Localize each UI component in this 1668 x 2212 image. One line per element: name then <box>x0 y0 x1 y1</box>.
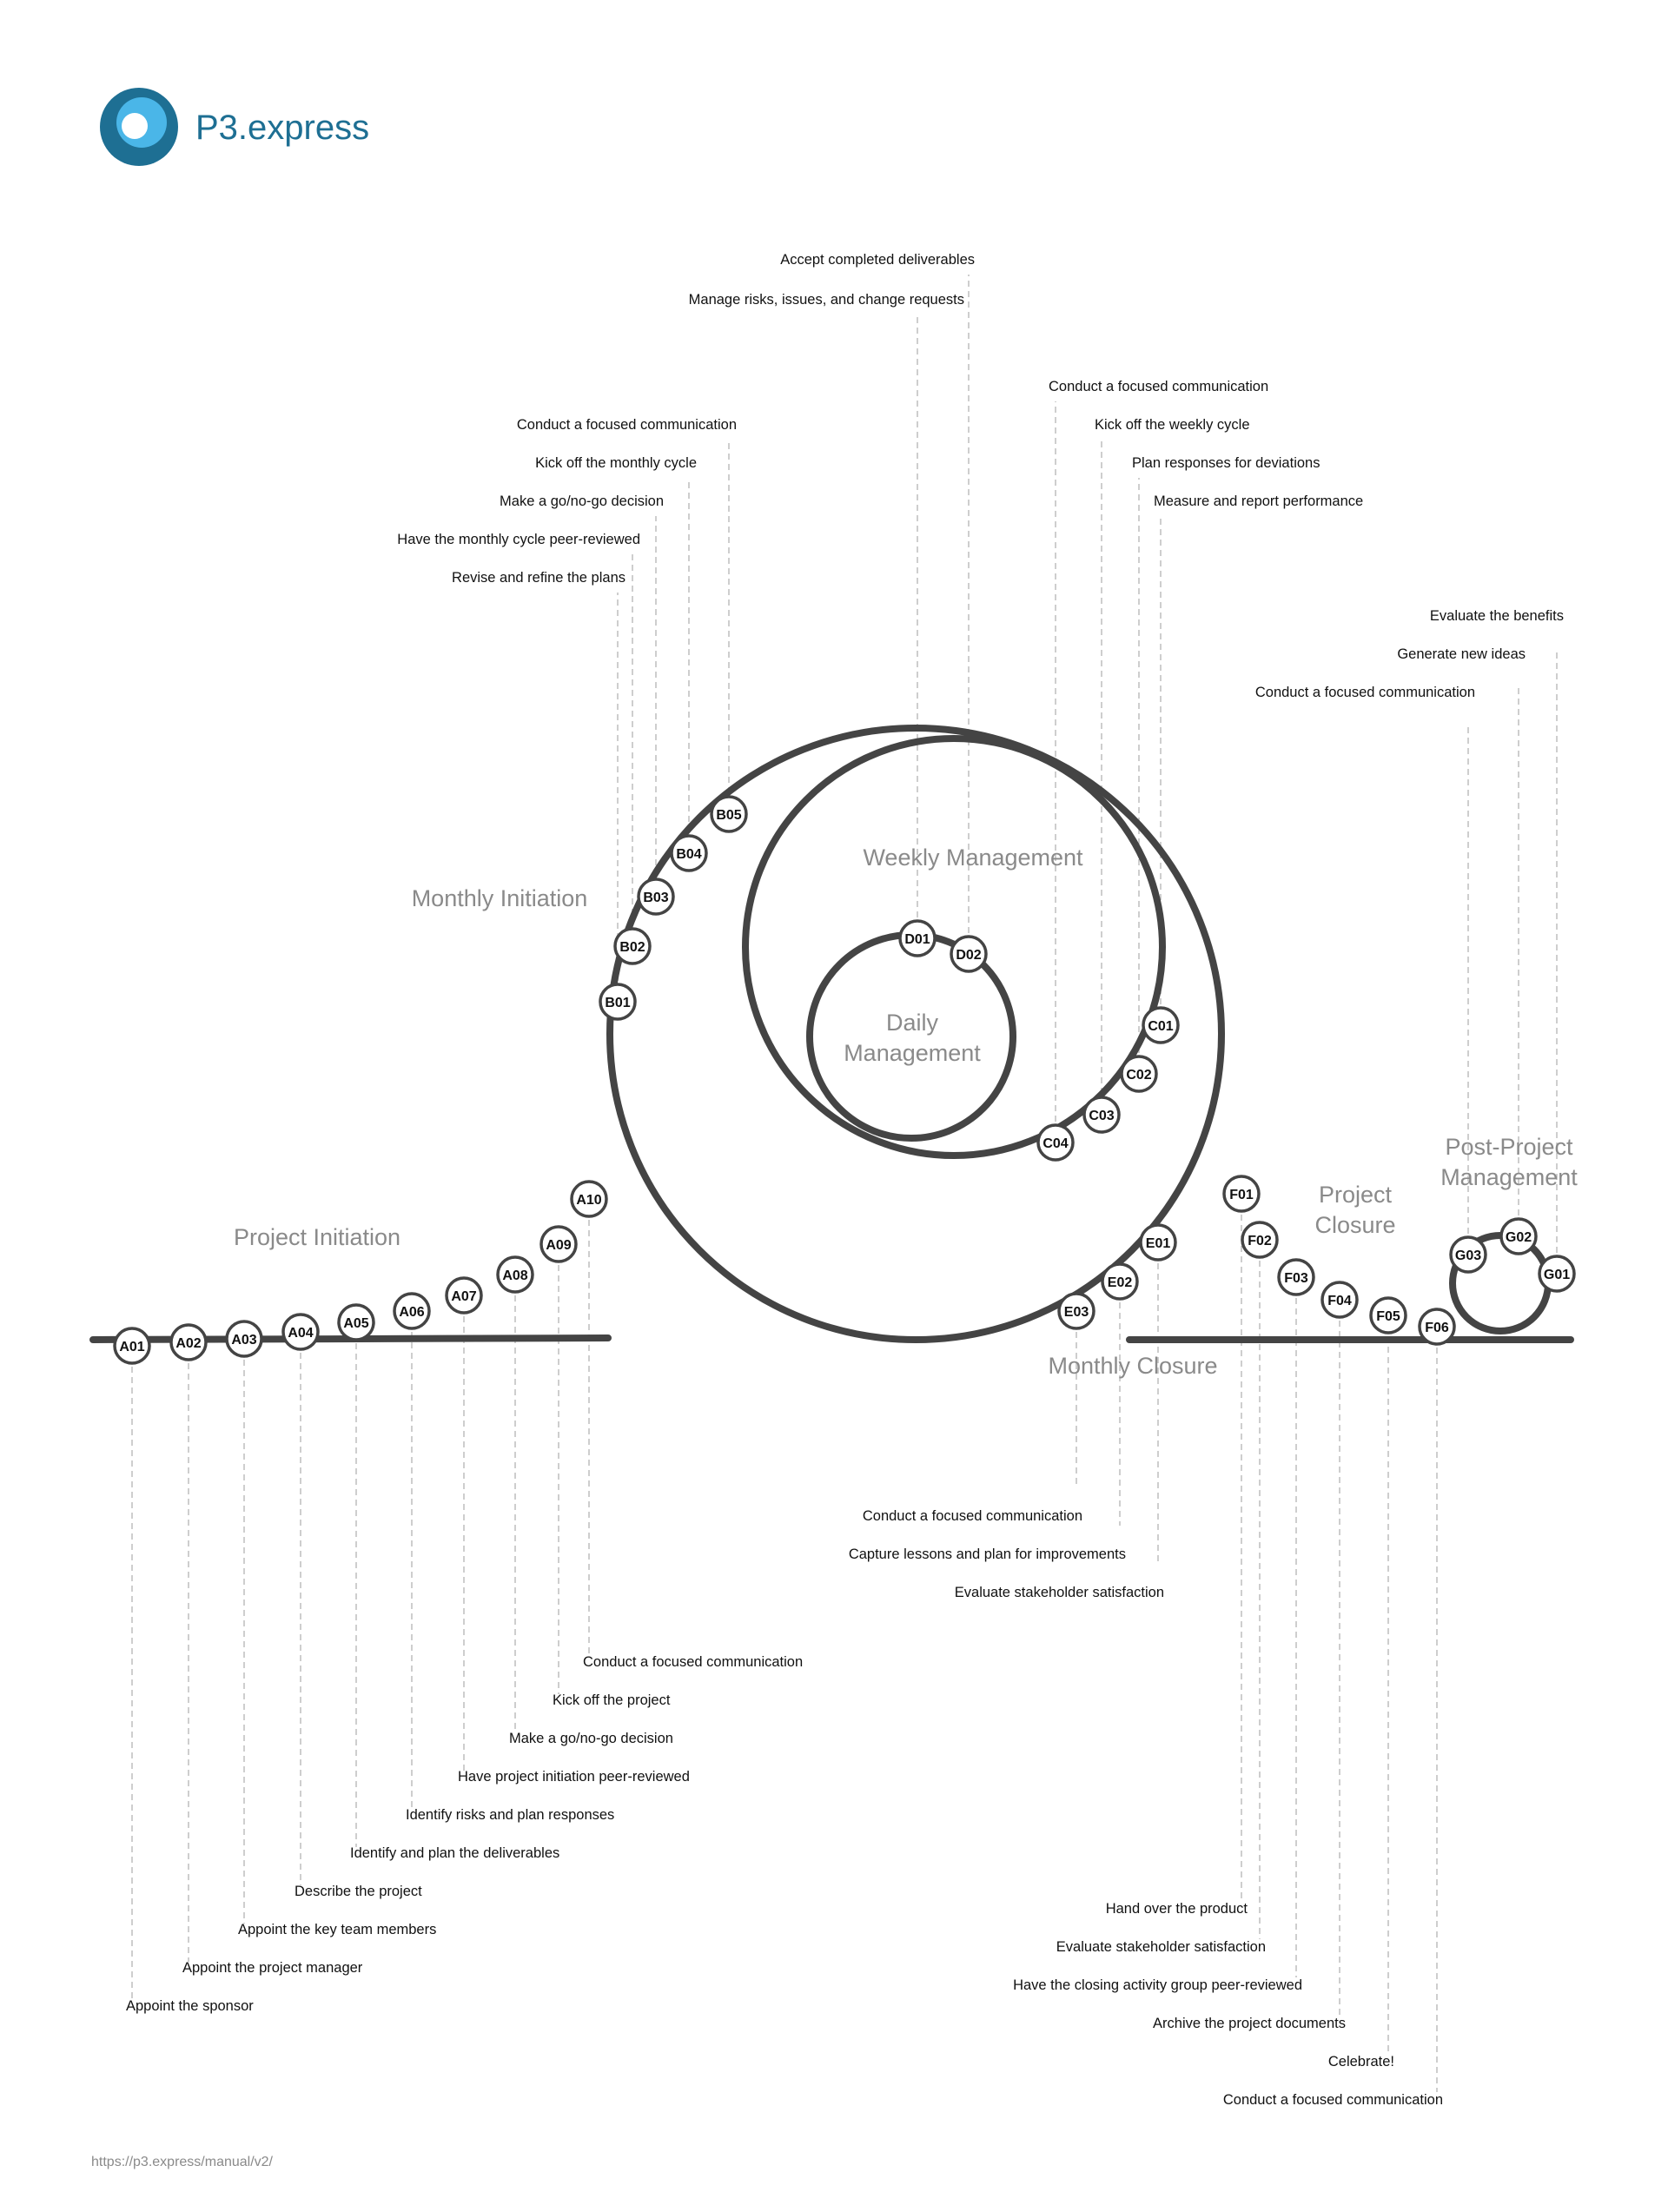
node-f01[interactable] <box>1224 1176 1259 1211</box>
activity-text-f06: Conduct a focused communication <box>1222 2092 1443 2108</box>
activity-text-b02: Have the monthly cycle peer-reviewed <box>397 532 640 547</box>
node-f03[interactable] <box>1279 1260 1314 1295</box>
node-b03[interactable] <box>639 879 673 914</box>
node-label-e01: E01 <box>1145 1236 1171 1251</box>
node-label-g03: G03 <box>1454 1248 1482 1263</box>
logo-center-dot <box>122 113 148 139</box>
node-label-c04: C04 <box>1042 1136 1069 1151</box>
node-b02[interactable] <box>615 929 650 964</box>
activity-text-c03: Kick off the weekly cycle <box>1095 417 1250 433</box>
group-label-daily-management-line2: Management <box>844 1040 981 1066</box>
node-label-e02: E02 <box>1107 1275 1133 1290</box>
node-d02[interactable] <box>951 937 986 971</box>
activity-text-a01: Appoint the sponsor <box>126 1998 254 2014</box>
node-label-b05: B05 <box>716 808 742 823</box>
node-b01[interactable] <box>600 984 635 1019</box>
group-label-post-project-line2: Management <box>1440 1164 1578 1190</box>
group-label-project-closure-line2: Closure <box>1314 1212 1396 1238</box>
node-c02[interactable] <box>1122 1056 1156 1091</box>
activity-text-b01: Revise and refine the plans <box>452 570 626 586</box>
node-label-a04: A04 <box>288 1326 314 1341</box>
node-label-f04: F04 <box>1327 1294 1352 1308</box>
node-label-b03: B03 <box>643 891 669 905</box>
activity-text-g03: Conduct a focused communication <box>1254 685 1475 700</box>
node-a09[interactable] <box>541 1227 576 1262</box>
node-g03[interactable] <box>1451 1237 1486 1272</box>
group-label-monthly-initiation: Monthly Initiation <box>411 885 588 911</box>
node-a02[interactable] <box>171 1325 206 1360</box>
node-label-a06: A06 <box>399 1305 425 1320</box>
activity-text-f05: Celebrate! <box>1327 2054 1394 2070</box>
node-a06[interactable] <box>394 1294 429 1328</box>
group-label-post-project-line1: Post-Project <box>1445 1134 1573 1160</box>
node-label-a05: A05 <box>343 1316 369 1331</box>
activity-text-g01: Evaluate the benefits <box>1429 608 1564 624</box>
node-label-e03: E03 <box>1063 1305 1089 1320</box>
activity-text-a05: Identify and plan the deliverables <box>350 1845 560 1861</box>
node-label-b04: B04 <box>676 847 702 862</box>
activity-text-f03: Have the closing activity group peer-reviewed <box>1013 1977 1302 1993</box>
node-label-d01: D01 <box>904 932 930 947</box>
node-label-c03: C03 <box>1089 1109 1115 1123</box>
activity-text-b04: Kick off the monthly cycle <box>535 455 697 471</box>
activity-text-a07: Have project initiation peer-reviewed <box>458 1769 690 1785</box>
node-a01[interactable] <box>115 1328 149 1363</box>
footer-url: https://p3.express/manual/v2/ <box>91 2155 273 2169</box>
node-b05[interactable] <box>712 797 746 831</box>
node-a08[interactable] <box>498 1257 533 1292</box>
node-a10[interactable] <box>572 1182 606 1216</box>
activity-text-a03: Appoint the key team members <box>238 1922 437 1937</box>
node-c01[interactable] <box>1143 1008 1178 1043</box>
node-d01[interactable] <box>900 921 935 956</box>
activity-text-b03: Make a go/no-go decision <box>500 493 664 509</box>
node-label-f06: F06 <box>1425 1321 1449 1335</box>
node-e01[interactable] <box>1141 1225 1175 1260</box>
node-f02[interactable] <box>1242 1222 1277 1257</box>
node-a05[interactable] <box>339 1305 374 1340</box>
activity-text-f04: Archive the project documents <box>1153 2016 1346 2031</box>
activity-text-c04: Conduct a focused communication <box>1049 379 1269 394</box>
node-label-a03: A03 <box>231 1333 257 1348</box>
brand-logo <box>100 88 369 166</box>
activity-nodes <box>115 797 1574 1363</box>
activity-text-e01: Evaluate stakeholder satisfaction <box>954 1585 1164 1600</box>
node-c03[interactable] <box>1084 1097 1119 1132</box>
node-label-a09: A09 <box>546 1238 572 1253</box>
group-label-weekly-management: Weekly Management <box>863 844 1083 871</box>
activity-text-e02: Capture lessons and plan for improvements <box>848 1546 1126 1562</box>
node-label-a08: A08 <box>502 1268 528 1283</box>
node-c04[interactable] <box>1038 1125 1073 1160</box>
activity-text-a10: Conduct a focused communication <box>583 1654 804 1670</box>
group-label-project-initiation: Project Initiation <box>233 1224 401 1250</box>
node-f05[interactable] <box>1371 1298 1406 1333</box>
node-label-f01: F01 <box>1229 1188 1254 1202</box>
brand-name: P3.express <box>195 109 370 147</box>
node-label-a01: A01 <box>119 1340 145 1354</box>
node-g01[interactable] <box>1539 1256 1574 1291</box>
node-a03[interactable] <box>227 1321 261 1356</box>
group-label-project-closure-line1: Project <box>1318 1182 1393 1208</box>
node-label-c01: C01 <box>1148 1019 1174 1034</box>
activity-texts <box>126 252 1564 2108</box>
node-e03[interactable] <box>1059 1294 1094 1328</box>
activity-text-a08: Make a go/no-go decision <box>509 1731 673 1746</box>
node-f06[interactable] <box>1420 1309 1454 1344</box>
node-label-f02: F02 <box>1248 1234 1272 1248</box>
node-b04[interactable] <box>672 836 706 871</box>
node-label-a07: A07 <box>451 1289 477 1304</box>
node-label-b01: B01 <box>605 996 631 1010</box>
activity-text-b05: Conduct a focused communication <box>516 417 737 433</box>
node-label-f03: F03 <box>1284 1271 1308 1286</box>
node-label-a10: A10 <box>576 1193 602 1208</box>
activity-text-c01: Measure and report performance <box>1154 493 1364 509</box>
activity-text-a02: Appoint the project manager <box>182 1960 363 1976</box>
activity-text-d02: Accept completed deliverables <box>780 252 975 268</box>
node-label-f05: F05 <box>1376 1309 1400 1324</box>
node-label-b02: B02 <box>619 940 645 955</box>
node-g02[interactable] <box>1501 1219 1536 1254</box>
node-label-g02: G02 <box>1505 1230 1532 1245</box>
node-a07[interactable] <box>447 1278 481 1313</box>
group-label-monthly-closure: Monthly Closure <box>1048 1353 1218 1379</box>
node-a04[interactable] <box>283 1315 318 1349</box>
activity-text-c02: Plan responses for deviations <box>1132 455 1320 471</box>
node-label-g01: G01 <box>1543 1268 1571 1282</box>
activity-text-e03: Conduct a focused communication <box>862 1508 1082 1524</box>
node-f04[interactable] <box>1322 1282 1357 1317</box>
activity-text-f02: Evaluate stakeholder satisfaction <box>1056 1939 1266 1955</box>
node-label-a02: A02 <box>175 1336 202 1351</box>
node-label-c02: C02 <box>1126 1068 1152 1083</box>
node-e02[interactable] <box>1102 1264 1137 1299</box>
activity-text-d01: Manage risks, issues, and change requests <box>688 292 964 308</box>
activity-text-a06: Identify risks and plan responses <box>406 1807 615 1823</box>
activity-text-a04: Describe the project <box>295 1884 422 1899</box>
activity-text-g02: Generate new ideas <box>1397 646 1526 662</box>
node-label-d02: D02 <box>956 948 982 963</box>
activity-text-a09: Kick off the project <box>553 1692 671 1708</box>
activity-text-f01: Hand over the product <box>1105 1901 1248 1917</box>
group-label-daily-management-line1: Daily <box>885 1010 939 1036</box>
